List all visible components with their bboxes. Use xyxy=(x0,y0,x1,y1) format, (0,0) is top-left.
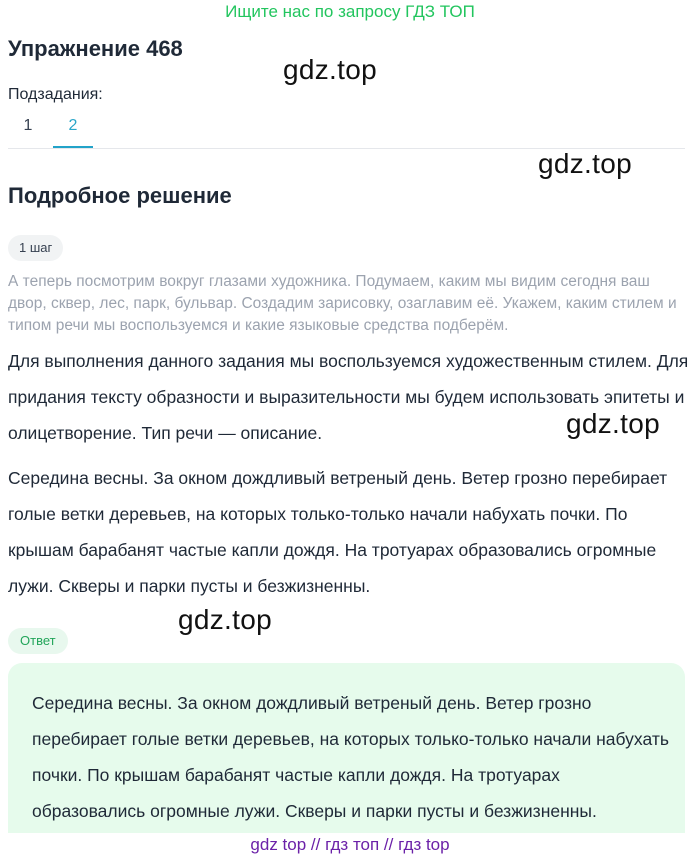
task-text: А теперь посмотрим вокруг глазами художника. Подумаем, каким мы видим сегодня ваш двор, сквер, лес, парк, бульвар. Создадим зарисовку, озаглавим её. Укажем, каким стилем и типом речи мы воспользуемся и какие языковые средства подберём. xyxy=(8,273,677,334)
watermark: gdz.top xyxy=(178,604,272,635)
tab-subtask-2[interactable]: 2 xyxy=(53,112,93,148)
watermark: gdz.top xyxy=(283,54,377,85)
answer-box xyxy=(8,663,685,833)
answer-badge: Ответ xyxy=(8,628,68,654)
tab-subtask-1[interactable]: 1 xyxy=(23,117,33,134)
solution-paragraph-1: Для выполнения данного задания мы воспользуемся художественным стилем. Для придания тексту образности и выразительности мы будем использовать эпитеты и олицетворение. Тип речи — описание. xyxy=(8,351,689,443)
step-badge: 1 шаг xyxy=(8,235,63,261)
exercise-title: Упражнение 468 xyxy=(8,36,183,61)
subtasks-label: Подзадания: xyxy=(8,86,103,103)
watermark: gdz.top xyxy=(538,148,632,179)
watermark: gdz.top xyxy=(566,408,660,439)
answer-text: Середина весны. За окном дождливый ветреный день. Ветер грозно перебирает голые ветки деревьев, на которых только-только начали набухать почки. По крышам барабанят частые капли дождя. На тротуарах образовались огромные лужи. Скверы и парки пусты и безжизненны. xyxy=(32,693,669,821)
search-banner: Ищите нас по запросу ГДЗ ТОП xyxy=(225,2,475,21)
section-title: Подробное решение xyxy=(8,183,232,208)
subtask-tabs xyxy=(8,112,685,149)
solution-paragraph-2: Середина весны. За окном дождливый ветреный день. Ветер грозно перебирает голые ветки деревьев, на которых только-только начали набухать почки. По крышам барабанят частые капли дождя. На тротуарах образовались огромные лужи. Скверы и парки пусты и безжизненны. xyxy=(8,468,668,596)
footer-links: gdz top // гдз топ // гдз top xyxy=(250,835,450,854)
